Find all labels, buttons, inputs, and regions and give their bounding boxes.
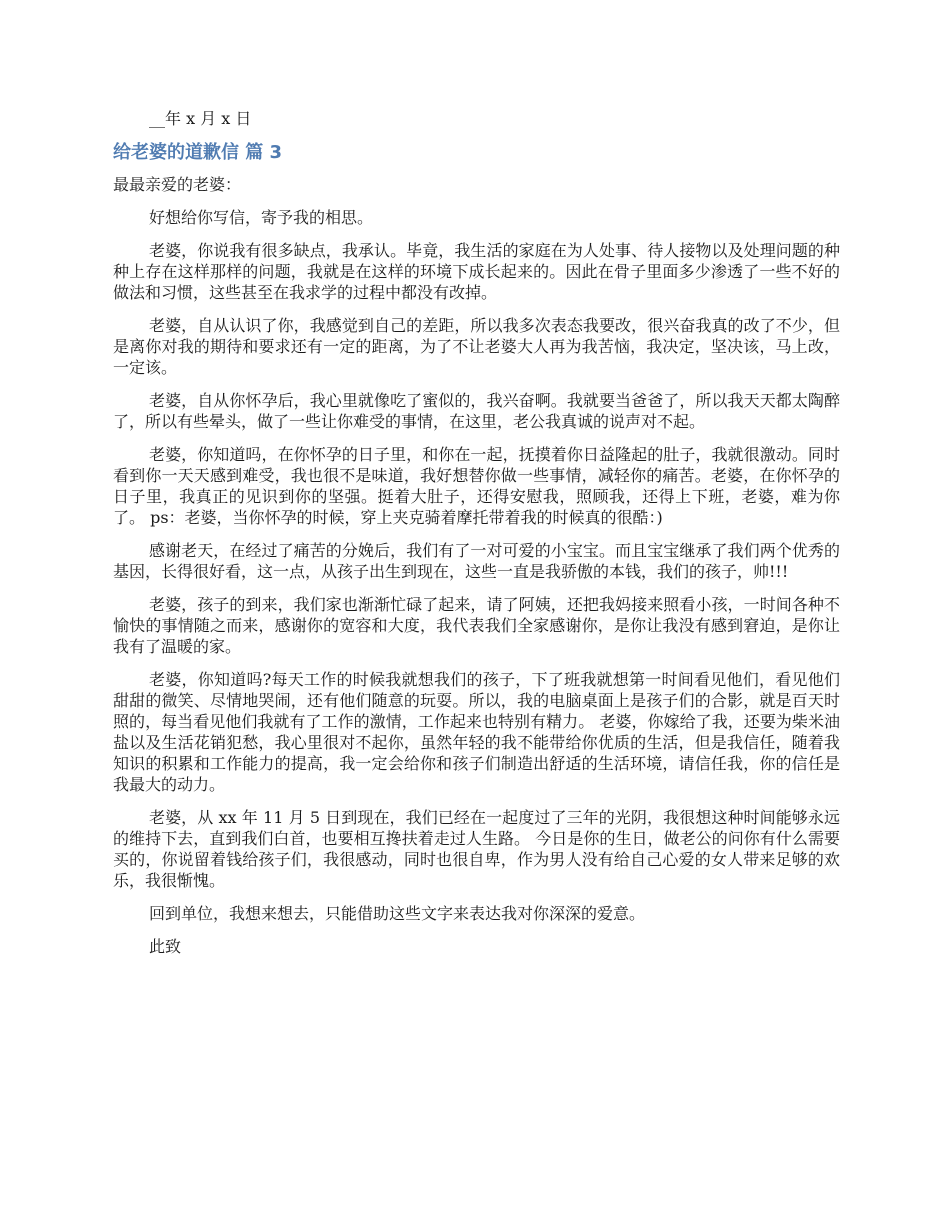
date-line: __年 x 月 x 日: [149, 109, 252, 128]
paragraph: 老婆，你知道吗，在你怀孕的日子里，和你在一起，抚摸着你日益隆起的肚子，我就很激动。同时看到你一天天感到难受，我也很不是味道，我好想替你做一些事情，减轻你的痛苦。老婆，在你怀孕的日子里，我真正的见识到你的坚强。挺着大肚子，还得安慰我，照顾我，还得上下班，老婆，难为你了。 ps：老婆，当你怀孕的时候，穿上夹克骑着摩托带着我的时候真的很酷：): [113, 445, 840, 527]
paragraph: 老婆，自从你怀孕后，我心里就像吃了蜜似的，我兴奋啊。我就要当爸爸了，所以我天天都太陶醉了，所以有些晕头，做了一些让你难受的事情，在这里，老公我真诚的说声对不起。: [113, 391, 840, 431]
letter-page: [113, 108, 840, 957]
paragraph: 老婆，自从认识了你，我感觉到自己的差距，所以我多次表态我要改，很兴奋我真的改了不少，但是离你对我的期待和要求还有一定的距离，为了不让老婆大人再为我苦恼，我决定，坚决该，马上改，一定该。: [113, 316, 840, 377]
paragraph: 老婆，你说我有很多缺点，我承认。毕竟，我生活的家庭在为人处事、待人接物以及处理问题的种种上存在这样那样的问题，我就是在这样的环境下成长起来的。因此在骨子里面多少渗透了一些不好的做法和习惯，这些甚至在我求学的过程中都没有改掉。: [113, 241, 840, 302]
letter-heading: 给老婆的道歉信 篇 3: [113, 142, 283, 163]
paragraph: 回到单位，我想来想去，只能借助这些文字来表达我对你深深的爱意。: [149, 904, 646, 923]
paragraph: 好想给你写信，寄予我的相思。: [149, 208, 374, 227]
paragraph: 老婆，孩子的到来，我们家也渐渐忙碌了起来，请了阿姨，还把我妈接来照看小孩，一时间各种不愉快的事情随之而来，感谢你的宽容和大度，我代表我们全家感谢你，是你让我没有感到窘迫，是你让我有了温暖的家。: [113, 595, 840, 656]
closing: 此致: [149, 937, 182, 956]
paragraph: 老婆，你知道吗?每天工作的时候我就想我们的孩子，下了班我就想第一时间看见他们，看见他们甜甜的微笑、尽情地哭闹，还有他们随意的玩耍。所以，我的电脑桌面上是孩子们的合影，就是百天时照的，每当看见他们我就有了工作的激情，工作起来也特别有精力。 老婆，你嫁给了我，还要为柴米油盐以及生活花销犯愁，我心里很对不起你，虽然年轻的我不能带给你优质的生活，但是我信任，随着我知识的积累和工作能力的提高，我一定会给你和孩子们制造出舒适的生活环境，请信任我，你的信任是我最大的动力。: [113, 670, 840, 794]
paragraph: 感谢老天，在经过了痛苦的分娩后，我们有了一对可爱的小宝宝。而且宝宝继承了我们两个优秀的基因，长得很好看，这一点，从孩子出生到现在，这些一直是我骄傲的本钱，我们的孩子，帅!!!: [113, 541, 840, 581]
paragraph: 老婆，从 xx 年 11 月 5 日到现在，我们已经在一起度过了三年的光阴，我很想这种时间能够永远的维持下去，直到我们白首，也要相互搀扶着走过人生路。 今日是你的生日，做老公的问你有什么需要买的，你说留着钱给孩子们，我很感动，同时也很自卑，作为男人没有给自己心爱的女人带来足够的欢乐，我很惭愧。: [113, 808, 840, 890]
salutation: 最最亲爱的老婆：: [113, 175, 242, 194]
